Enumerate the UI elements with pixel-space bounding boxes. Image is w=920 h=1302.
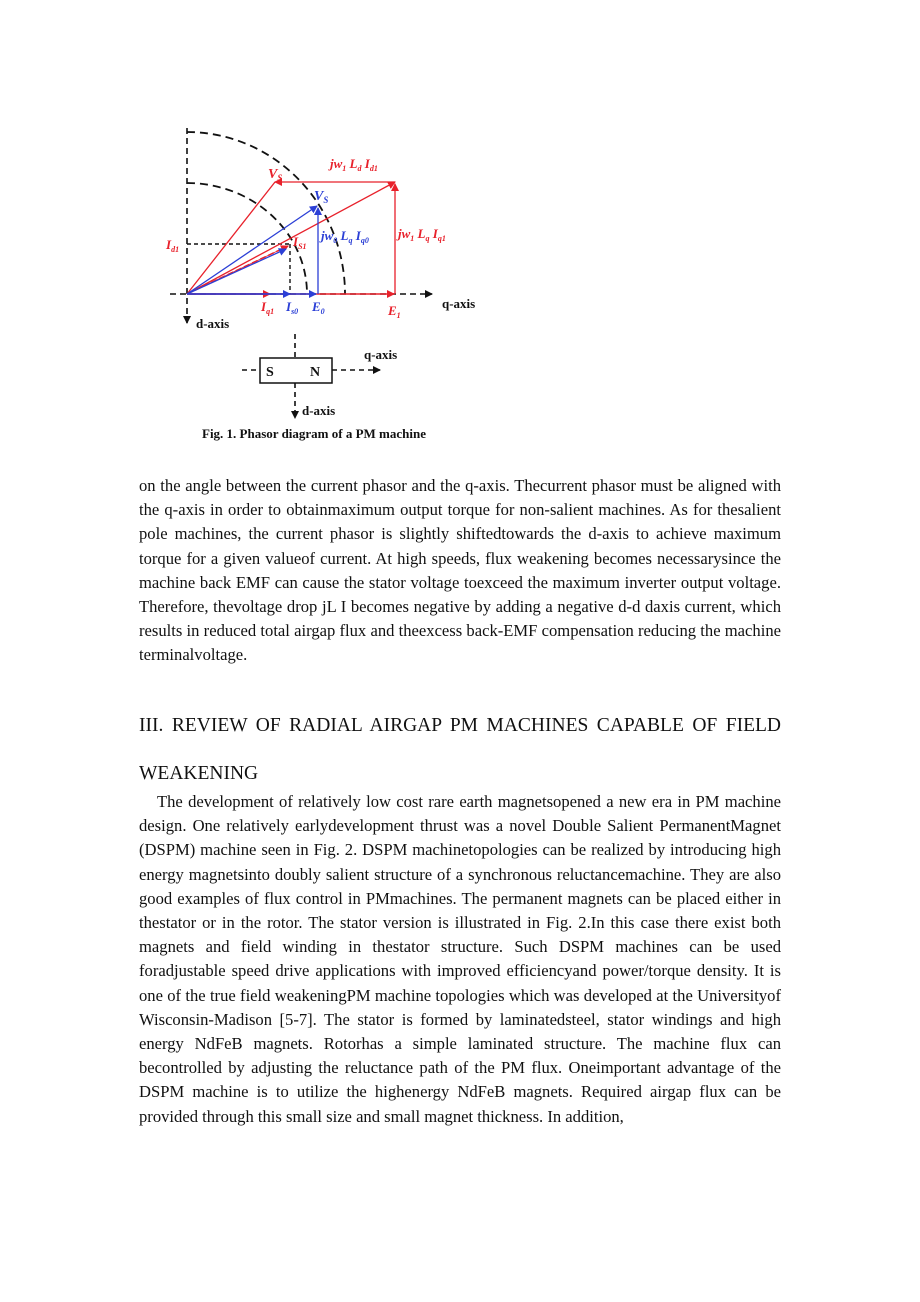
magnet-d-axis-label: d-axis xyxy=(302,403,336,418)
magnet-s-label: S xyxy=(266,365,274,380)
vs-red-label: $V_S$ xyxy=(268,167,283,183)
section-heading: III. REVIEW OF RADIAL AIRGAP PM MACHINES CAPABLE OF FIELD WEAKENING xyxy=(139,715,781,784)
jw1-ld-id1-label: $jw_1$ $L_d$ $I_{d1}$ xyxy=(330,156,378,173)
voltage-limit-arc-outer xyxy=(187,132,345,294)
iq1-label: $I_{q1}$ xyxy=(261,299,275,316)
id1-label: $I_{d1}$ xyxy=(166,237,180,254)
magnet-q-axis-label: q-axis xyxy=(364,347,398,362)
is0-label: $I_{s0}$ xyxy=(286,299,299,316)
is1-label: $I_{S1}$ xyxy=(293,234,307,251)
figure-caption: Fig. 1. Phasor diagram of a PM machine xyxy=(202,426,426,441)
phasor-diagram xyxy=(150,118,490,448)
phasor-diagram-figure xyxy=(150,118,490,448)
magnet-n-label: N xyxy=(310,365,321,380)
vs-blue-label: $V_S$ xyxy=(314,189,329,205)
e1-label: $E_1$ xyxy=(388,303,401,320)
q-axis-label: q-axis xyxy=(442,296,476,311)
body-paragraph-1: on the angle between the current phasor and the q-axis. Thecurrent phasor must be aligned with the q-axis in order to obtainmaximum output torque for non-salient machines. As for thesalient pole machines, the current phasor is slightly shiftedtowards the d-axis to achieve maximum torque for a given valueof current. At high speeds, flux weakening becomes necessarysince the machine back EMF can cause the stator voltage toexceed the maximum inverter output voltage. Therefore, thevoltage drop jL I becomes negative by adding a negative d-d daxis current, which results in reduced total airgap flux and theexcess back-EMF compensation reducing the machine terminalvoltage. xyxy=(139,476,781,665)
jw1-lq-iq1-label: $jw_1$ $L_q$ $I_{q1}$ xyxy=(398,226,446,243)
d-axis-label: d-axis xyxy=(196,316,230,331)
red-vs-to-top xyxy=(187,182,275,294)
is0-phasor xyxy=(187,249,286,294)
body-paragraph-2: The development of relatively low cost rare earth magnetsopened a new era in PM machine design. One relatively earlydevelopment thrust was a novel Double Salient PermanentMagnet (DSPM) machine seen in Fig. 2. DSPM machinetopologies can be realized by introducing high energy magnetsinto doubly salient structure of a synchronous reluctancemachine. They are also good examples of flux control in PMmachines. The permanent magnets can be placed either in thestator or in the rotor. The stator version is illustrated in Fig. 2.In this case there exist both magnets and field winding in thestator structure. Such DSPM machines can be used foradjustable speed drive applications with improved efficiencyand power/torque density. It is one of the true field weakeningPM machine topologies which was developed at the Universityof Wisconsin-Madison [5-7]. The stator is formed by laminatedsteel, stator windings and high energy NdFeB magnets. Rotorhas a simple laminated structure. The machine flux can becontrolled by adjusting the reluctance path of the PM flux. Oneimportant advantage of the DSPM machine is to utilize the highenergy NdFeB magnets. Required airgap flux can be provided through this small size and small magnet thickness. In addition, xyxy=(139,792,781,1126)
e0-label: $E_0$ xyxy=(312,299,325,316)
jw0-lq-iq0-label: $jw_0$ $L_q$ $I_{q0}$ xyxy=(321,228,369,245)
